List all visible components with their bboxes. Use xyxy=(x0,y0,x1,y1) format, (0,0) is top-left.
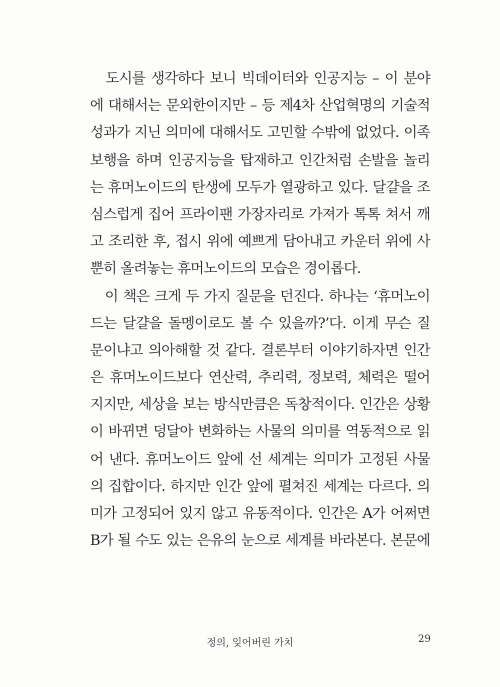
text-line: 성과가 지닌 의미에 대해서도 고민할 수밖에 없었다. 이족 xyxy=(90,125,430,142)
page-number: 29 xyxy=(418,634,431,645)
text-line: B가 될 수도 있는 은유의 눈으로 세계를 바라본다. 본문에 xyxy=(90,533,430,550)
running-footer-title: 정의, 잊어버린 가치 xyxy=(206,638,294,649)
text-line: 은 휴머노이드보다 연산력, 추리력, 정보력, 체력은 떨어 xyxy=(90,370,430,387)
body-text xyxy=(90,66,430,555)
text-line: 심스럽게 집어 프라이팬 가장자리로 가져가 톡톡 쳐서 깨 xyxy=(90,206,430,223)
text-line: 뿐히 올려놓는 휴머노이드의 모습은 경이롭다. xyxy=(90,261,361,278)
text-line: 에 대해서는 문외한이지만 – 등 제4차 산업혁명의 기술적 xyxy=(90,98,430,115)
text-line: 이 책은 크게 두 가지 질문을 던진다. 하나는 ‘휴머노이 xyxy=(90,288,430,305)
text-line: 이 바뀌면 덩달아 변화하는 사물의 의미를 역동적으로 읽 xyxy=(90,424,430,441)
text-line: 지지만, 세상을 보는 방식만큼은 독창적이다. 인간은 상황 xyxy=(90,397,430,414)
text-line: 의 집합이다. 하지만 인간 앞에 펼쳐진 세계는 다르다. 의 xyxy=(90,478,430,495)
text-line: 어 낸다. 휴머노이드 앞에 선 세계는 의미가 고정된 사물 xyxy=(90,451,430,468)
text-line: 보행을 하며 인공지능을 탑재하고 인간처럼 손발을 놀리 xyxy=(90,152,430,169)
text-line: 는 휴머노이드의 탄생에 모두가 열광하고 있다. 달걀을 조 xyxy=(90,179,430,196)
text-line: 미가 고정되어 있지 않고 유동적이다. 인간은 A가 어쩌면 xyxy=(90,506,430,522)
text-line: 도시를 생각하다 보니 빅데이터와 인공지능 – 이 분야 xyxy=(90,71,430,87)
text-line: 문이냐고 의아해할 것 같다. 결론부터 이야기하자면 인간 xyxy=(90,342,430,359)
text-line: 드는 달걀을 돌멩이로도 볼 수 있을까?’다. 이게 무슨 질 xyxy=(90,315,430,332)
text-line: 고 조리한 후, 접시 위에 예쁘게 담아내고 카운터 위에 사 xyxy=(90,234,430,251)
